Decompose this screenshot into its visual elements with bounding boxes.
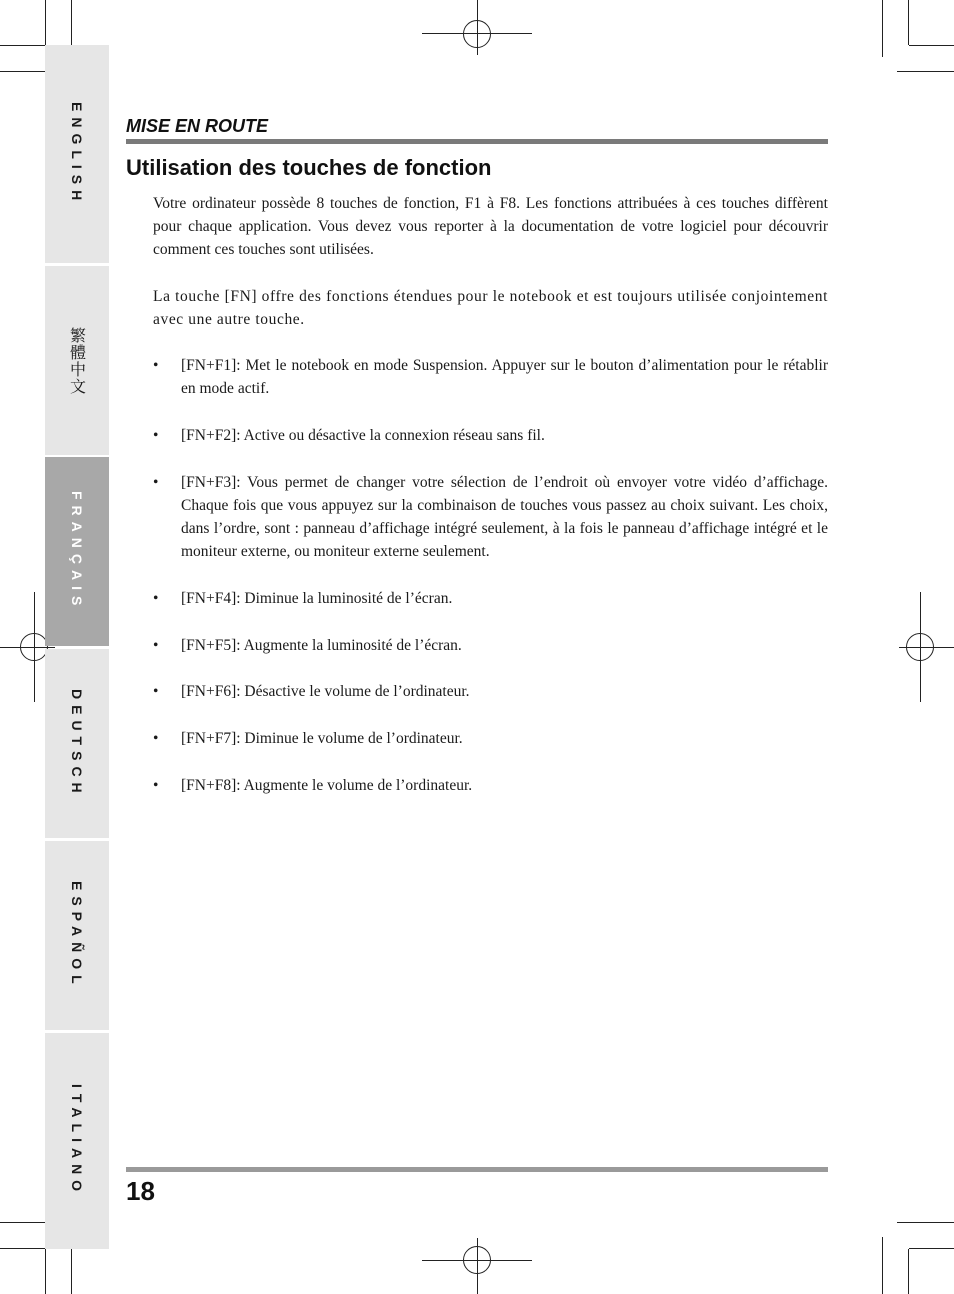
tab-traditional-chinese[interactable] (45, 266, 109, 455)
section-header: MISE EN ROUTE (126, 116, 269, 136)
fn-key-paragraph: La touche [FN] offre des fonctions étendues pour le notebook et est toujours utilisée conjointement avec une autre touche. (153, 287, 828, 328)
list-item (153, 354, 828, 400)
page-number: 18 (126, 1176, 155, 1206)
list-item-text: [FN+F4]: Diminue la luminosité de l’écran. (181, 589, 453, 607)
tab-francais-label: FRANÇAIS (69, 491, 85, 612)
tab-english[interactable] (45, 45, 109, 263)
bullet-icon: • (153, 636, 159, 654)
list-item (153, 774, 828, 797)
bullet-icon: • (153, 683, 159, 701)
bullet-icon: • (153, 426, 159, 444)
list-item-text: [FN+F1]: Met le notebook en mode Suspension. Appuyer sur le bouton d’alimentation pour le rétablir en mode actif. (181, 357, 828, 398)
list-item-text: [FN+F7]: Diminue le volume de l’ordinateur. (181, 730, 463, 748)
bullet-icon: • (153, 730, 159, 748)
list-item-text: [FN+F5]: Augmente la luminosité de l’écran. (181, 636, 462, 654)
bullet-icon: • (153, 776, 159, 794)
list-item-text: [FN+F8]: Augmente le volume de l’ordinateur. (181, 776, 473, 794)
tab-deutsch[interactable] (45, 649, 109, 838)
tab-deutsch-label: DEUTSCH (69, 688, 85, 799)
intro-paragraph: Votre ordinateur possède 8 touches de fonction, F1 à F8. Les fonctions attribuées à ces touches diffèrent pour chaque application. Vous devez vous reporter à la documentation de votre logiciel pour découvrir comment ces touches sont utilisées. (153, 195, 828, 259)
tab-traditional-chinese-label: 繁體中文 (67, 326, 87, 395)
bullet-icon: • (153, 357, 159, 375)
tab-espanol[interactable] (45, 841, 109, 1030)
list-item (153, 471, 828, 564)
main-content (153, 192, 828, 820)
language-sidebar (45, 45, 109, 1249)
list-item (153, 727, 828, 750)
tab-italiano-label: ITALIANO (69, 1084, 85, 1198)
tab-francais[interactable] (45, 457, 109, 646)
footer-divider (126, 1167, 828, 1172)
list-item (153, 587, 828, 610)
list-item (153, 680, 828, 703)
list-item-text: [FN+F3]: Vous permet de changer votre sélection de l’endroit où envoyer votre vidéo d’affichage. Chaque fois que vous appuyez sur la combinaison de touches vous passez au choix suivant. Les choix, dans l’ordre, sont : panneau d’affichage intégré seulement, à la fois le panneau d’affichage intégré et le moniteur externe, ou moniteur externe seulement. (181, 473, 828, 561)
page-title: Utilisation des touches de fonction (126, 155, 492, 180)
tab-espanol-label: ESPAÑOL (69, 881, 85, 990)
tab-italiano[interactable] (45, 1033, 109, 1249)
list-item-text: [FN+F6]: Désactive le volume de l’ordinateur. (181, 683, 470, 701)
tab-english-label: ENGLISH (69, 101, 85, 207)
bullet-icon: • (153, 473, 159, 491)
list-item-text: [FN+F2]: Active ou désactive la connexion réseau sans fil. (181, 426, 545, 444)
header-divider (126, 139, 828, 144)
list-item (153, 424, 828, 447)
bullet-icon: • (153, 589, 159, 607)
list-item (153, 634, 828, 657)
